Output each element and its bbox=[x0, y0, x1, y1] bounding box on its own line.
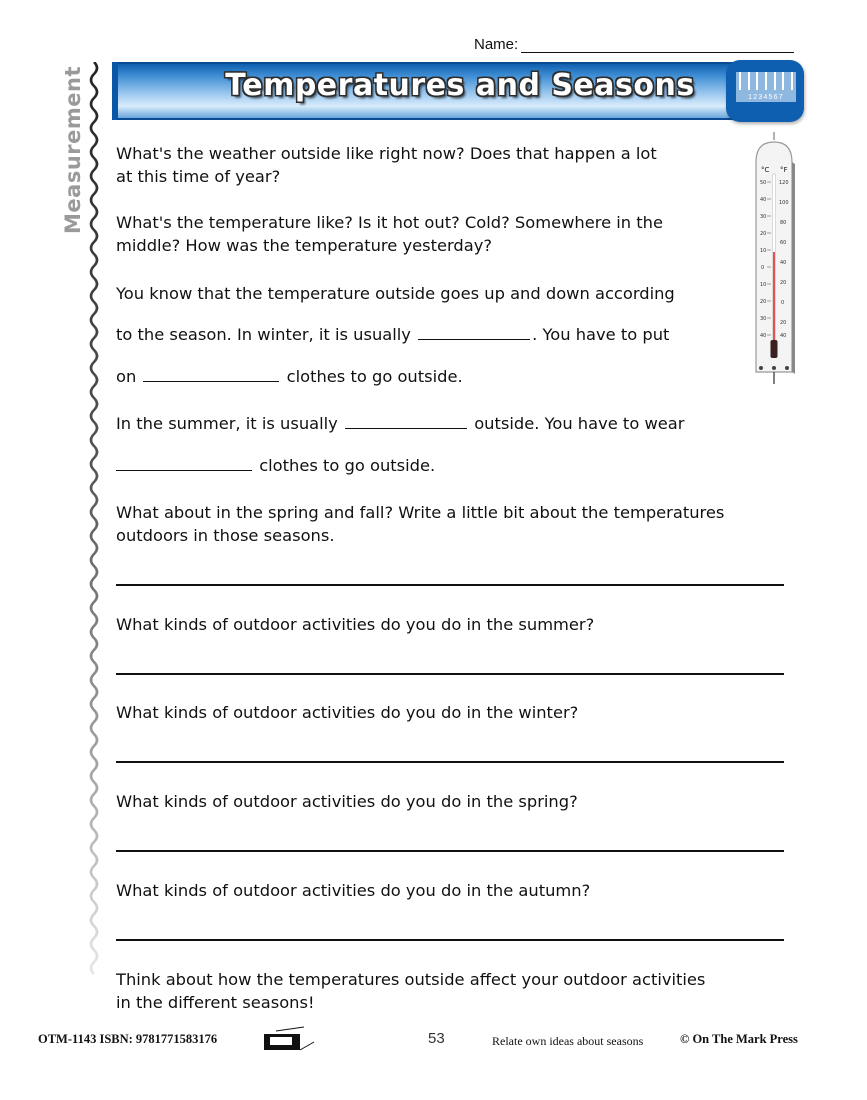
thermometer-icon bbox=[752, 132, 796, 384]
name-input-line[interactable] bbox=[521, 38, 794, 53]
reproducible-copier-icon bbox=[262, 1026, 316, 1054]
question-spring: What kinds of outdoor activities do you do in the spring? bbox=[116, 792, 578, 811]
svg-text:30: 30 bbox=[760, 214, 767, 220]
winter-fill-in-paragraph: You know that the temperature outside goes up and down according bbox=[116, 284, 675, 303]
winter-fill-in-line-1: to the season. In winter, it is usually . You have to put bbox=[116, 325, 670, 344]
svg-text:20: 20 bbox=[780, 280, 787, 286]
closing-prompt: Think about how the temperatures outside affect your outdoor activities in the different seasons! bbox=[116, 970, 706, 1012]
footer-copyright: © On The Mark Press bbox=[680, 1032, 798, 1046]
intro-question-2: What's the temperature like? Is it hot out? Cold? Somewhere in the middle? How was the temperature yesterday? bbox=[116, 213, 664, 255]
summer-fill-in-line-1: In the summer, it is usually outside. You have to wear bbox=[116, 414, 685, 433]
section-label bbox=[58, 66, 88, 234]
banner-left-cap bbox=[112, 62, 118, 120]
svg-text:10: 10 bbox=[760, 248, 767, 254]
svg-text:0: 0 bbox=[761, 265, 765, 271]
spring-fall-prompt: What about in the spring and fall? Write a little bit about the temperatures outdoors in those seasons. bbox=[116, 503, 725, 545]
answer-line-summer[interactable] bbox=[116, 673, 784, 675]
name-field[interactable] bbox=[474, 36, 794, 53]
summer-fill-in-line-2: clothes to go outside. bbox=[116, 454, 435, 477]
winter-fill-in-line-2: on clothes to go outside. bbox=[116, 367, 463, 386]
svg-text:0: 0 bbox=[781, 300, 785, 306]
svg-text:120: 120 bbox=[779, 180, 789, 186]
svg-text:50: 50 bbox=[760, 180, 767, 186]
svg-text:°F: °F bbox=[780, 166, 788, 174]
wavy-border-decoration bbox=[86, 62, 102, 1022]
svg-text:20: 20 bbox=[760, 299, 767, 305]
svg-text:30: 30 bbox=[760, 316, 767, 322]
question-autumn: What kinds of outdoor activities do you do in the autumn? bbox=[116, 881, 591, 900]
footer-isbn: OTM-1143 ISBN: 9781771583176 bbox=[38, 1032, 218, 1046]
answer-line-winter[interactable] bbox=[116, 761, 784, 763]
svg-text:20: 20 bbox=[760, 231, 767, 237]
answer-line-spring-fall[interactable] bbox=[116, 584, 784, 586]
summer-clothes-blank[interactable] bbox=[116, 454, 252, 471]
winter-temperature-blank[interactable] bbox=[418, 323, 530, 340]
svg-text:20: 20 bbox=[780, 320, 787, 326]
svg-text:40: 40 bbox=[780, 260, 787, 266]
answer-line-autumn[interactable] bbox=[116, 939, 784, 941]
section-label-text: Measurement bbox=[61, 66, 85, 234]
svg-text:°C: °C bbox=[761, 166, 770, 174]
svg-text:40: 40 bbox=[780, 333, 787, 339]
question-summer: What kinds of outdoor activities do you do in the summer? bbox=[116, 615, 595, 634]
page-number: 53 bbox=[428, 1030, 445, 1047]
winter-clothes-blank[interactable] bbox=[143, 365, 279, 382]
answer-line-spring[interactable] bbox=[116, 850, 784, 852]
svg-text:80: 80 bbox=[780, 220, 787, 226]
footer-skill: Relate own ideas about seasons bbox=[492, 1034, 644, 1048]
name-label: Name: bbox=[474, 36, 519, 53]
svg-text:60: 60 bbox=[780, 240, 787, 246]
svg-text:40: 40 bbox=[760, 333, 767, 339]
intro-question-1: What's the weather outside like right now? Does that happen a lot at this time of year? bbox=[116, 144, 657, 186]
svg-text:40: 40 bbox=[760, 197, 767, 203]
ruler-icon: 1234567 bbox=[726, 60, 804, 122]
svg-text:100: 100 bbox=[779, 200, 789, 206]
summer-temperature-blank[interactable] bbox=[345, 412, 467, 429]
svg-text:10: 10 bbox=[760, 282, 767, 288]
page-title: Temperatures and Seasons bbox=[225, 68, 695, 103]
question-winter: What kinds of outdoor activities do you do in the winter? bbox=[116, 703, 579, 722]
